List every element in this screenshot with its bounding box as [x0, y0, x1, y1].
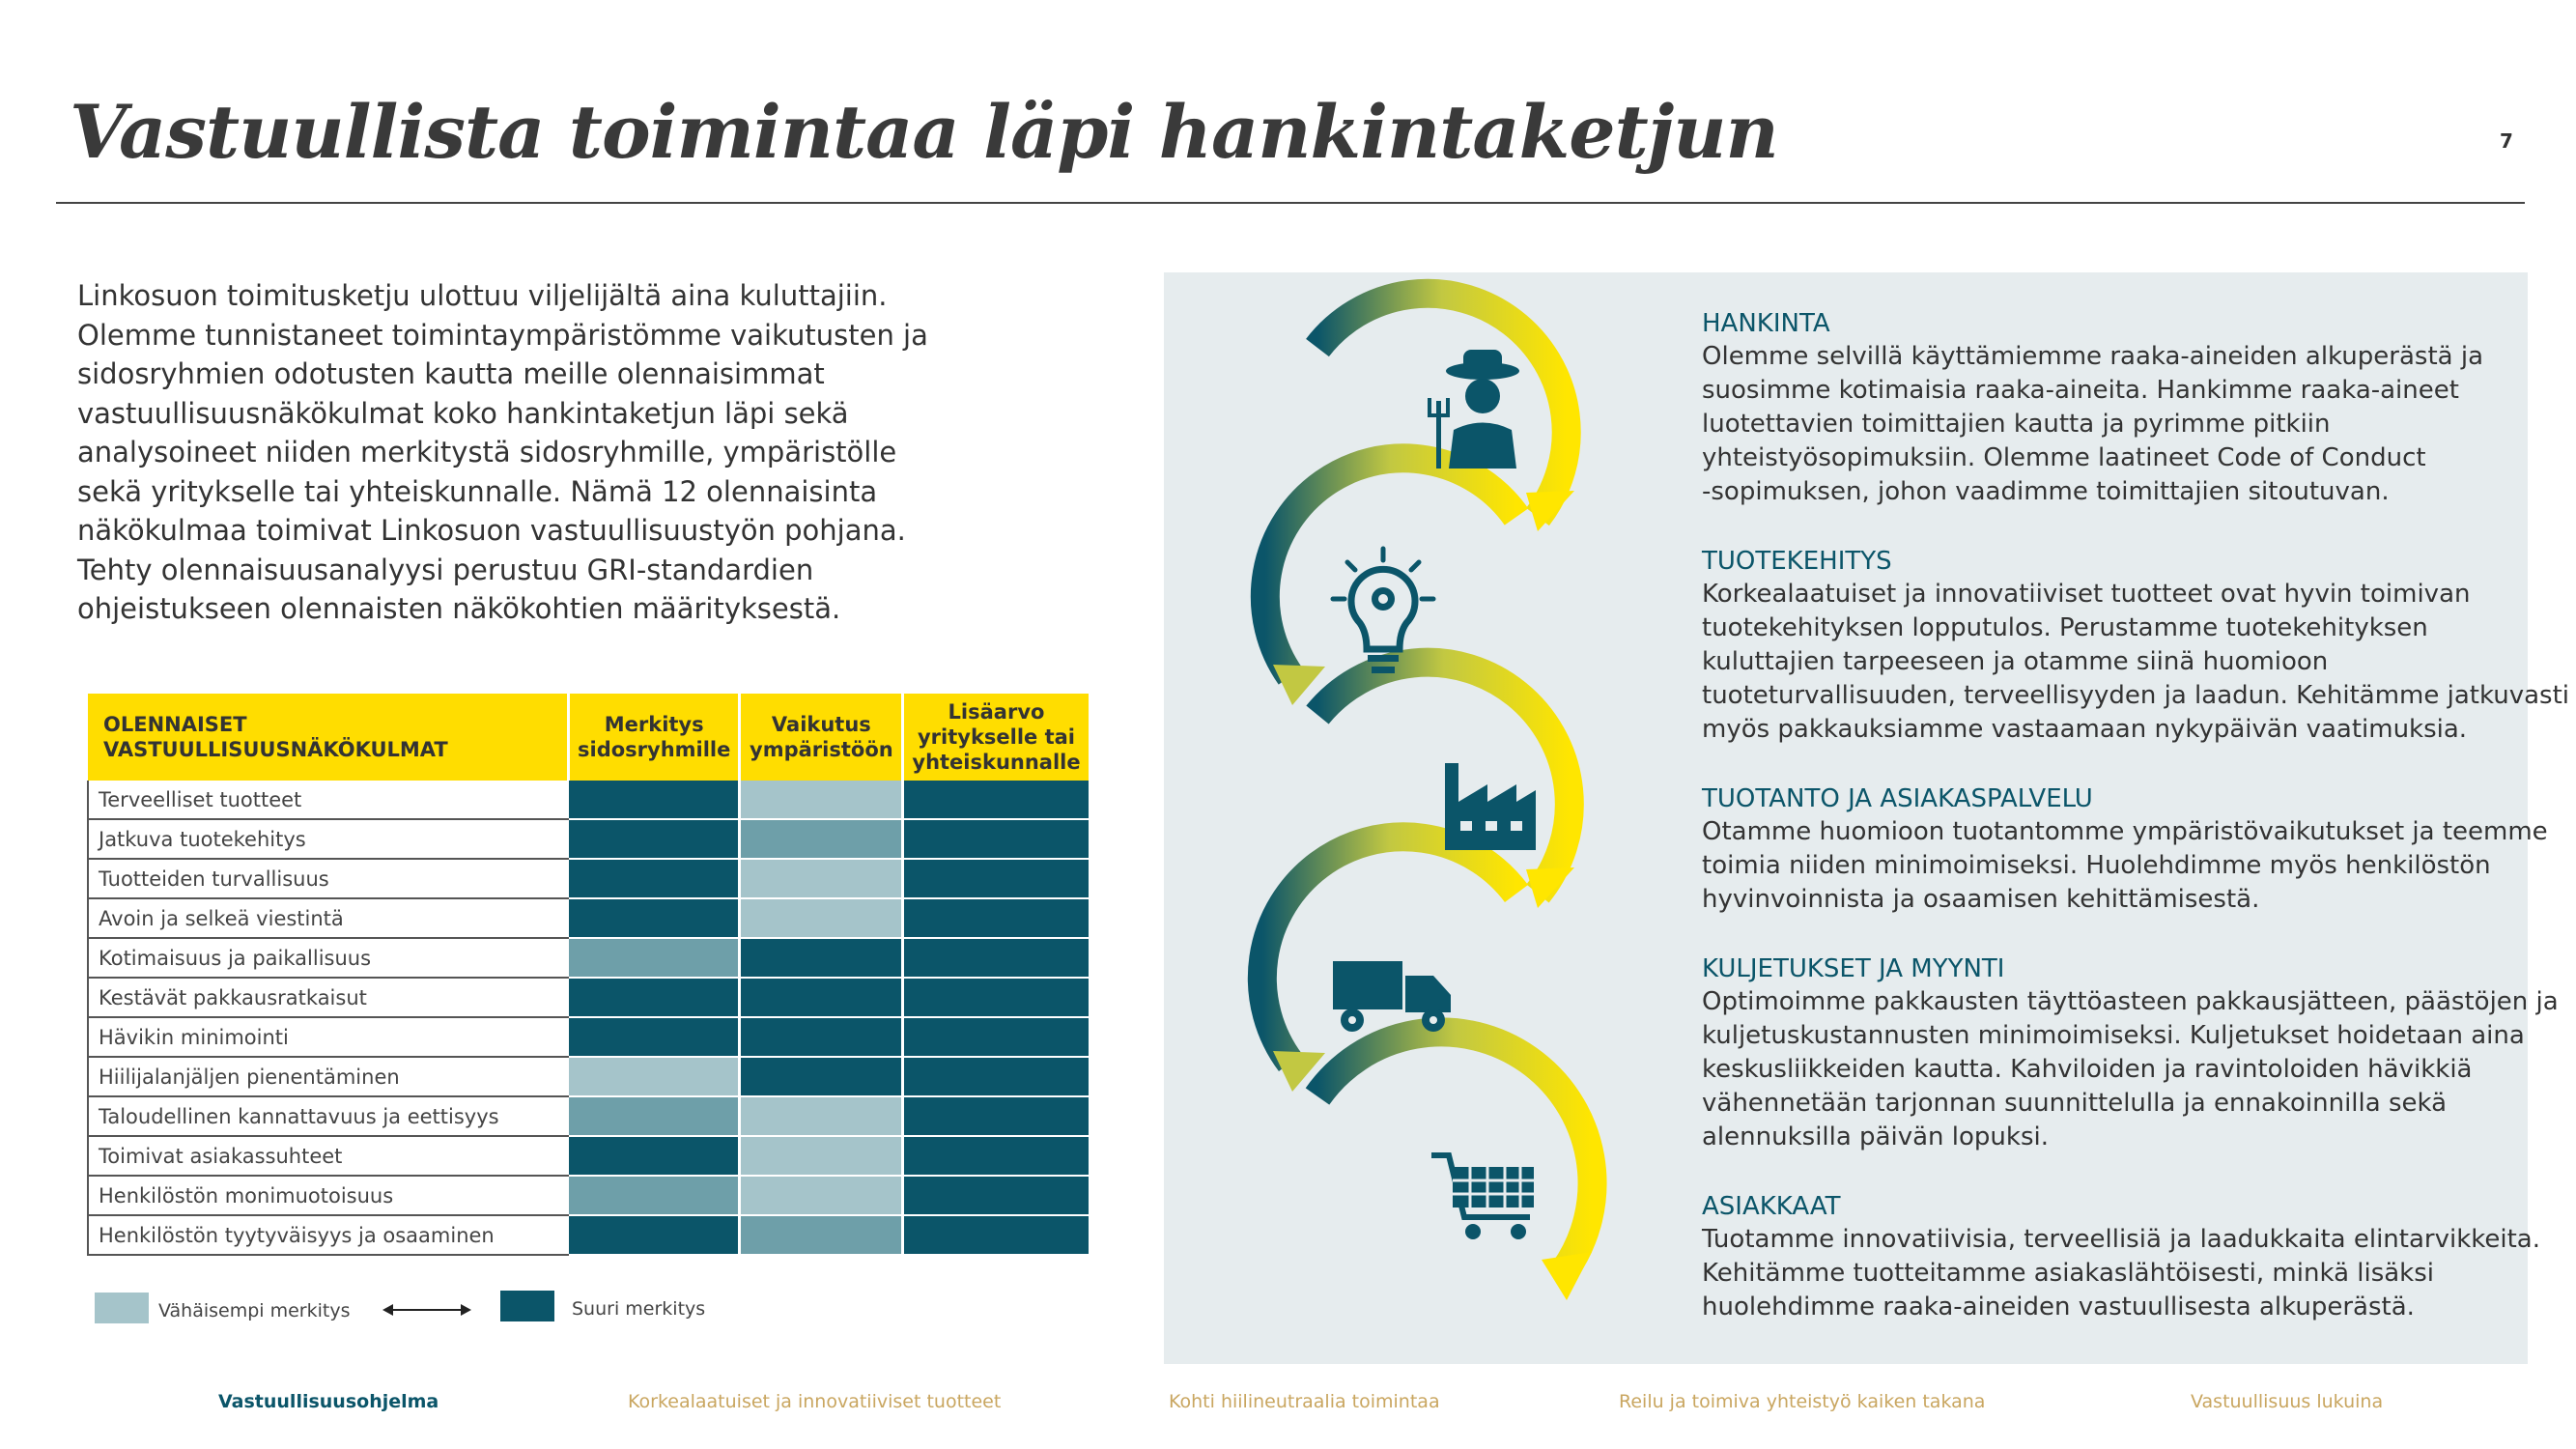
cycle-arrow — [1317, 1032, 1593, 1300]
stage-text: Olemme selvillä käyttämiemme raaka-aineiden alkuperästä ja suosimme kotimaisia raaka-aineita. Hankimme raaka-aineet luotettavien toimittajien kautta ja pyrimme pitkiin yhteistyösopimuksiin. Olemme laatineet Code of Conduct -sopimuksen, johon vaadimme toimittajien sitoutuvan. — [1702, 342, 2483, 506]
intro-line: Olemme tunnistaneet toimintaympäristömme vaikutusten ja — [77, 318, 928, 352]
stage-production — [1702, 782, 2548, 917]
matrix-topic: Terveelliset tuotteet — [88, 781, 569, 819]
stage-sourcing — [1702, 307, 2513, 509]
shopping-cart-icon — [1431, 1155, 1534, 1239]
matrix-header-environment: Vaikutus ympäristöön — [740, 694, 903, 781]
footer-nav-quality-products[interactable]: Korkealaatuiset ja innovatiiviset tuotteet — [628, 1391, 1002, 1412]
stage-text: Tuotamme innovatiivisia, terveellisiä ja laadukkaita elintarvikkeita. Kehitämme tuotteitamme asiakaslähtöisesti, minkä lisäksi huolehdimme raaka-aineiden vastuullisesta alkuperästä. — [1702, 1225, 2540, 1321]
page-number: 7 — [2500, 129, 2513, 153]
stage-text: Korkealaatuiset ja innovatiiviset tuotteet ovat hyvin toimivan tuotekehityksen lopputulos. Perustamme tuotekehityksen kuluttajien tarpeeseen ja otamme siinä huomioon tuoteturvallisuuden, terveellisyyden ja laadun. Kehitämme jatkuvasti myös pakkauksiamme vastaamaan nykypäivän vaatimuksia. — [1702, 580, 2569, 744]
matrix-topic: Taloudellinen kannattavuus ja eettisyys — [88, 1096, 569, 1136]
matrix-topic: Henkilöstön tyytyväisyys ja osaaminen — [88, 1215, 569, 1255]
matrix-header-topic: OLENNAISET VASTUULLISUUSNÄKÖKULMAT — [88, 694, 569, 781]
matrix-topic: Jatkuva tuotekehitys — [88, 819, 569, 859]
footer-nav-carbon-neutral[interactable]: Kohti hiilineutraalia toimintaa — [1169, 1391, 1440, 1412]
intro-line: sidosryhmien odotusten kautta meille olennaisimmat — [77, 357, 825, 390]
intro-line: sekä yritykselle tai yhteiskunnalle. Nämä 12 olennaisinta — [77, 474, 878, 508]
matrix-topic: Tuotteiden turvallisuus — [88, 859, 569, 898]
stage-title: ASIAKKAAT — [1702, 1192, 1841, 1221]
intro-line: ohjeistukseen olennaisten näkökohtien määrityksestä. — [77, 592, 841, 625]
matrix-header-stakeholders: Merkitys sidosryhmille — [569, 694, 740, 781]
legend-high-label: Suuri merkitys — [572, 1298, 706, 1320]
footer-nav-figures[interactable]: Vastuullisuus lukuina — [2191, 1391, 2384, 1412]
stage-customers — [1702, 1190, 2540, 1324]
truck-icon — [1333, 961, 1451, 1032]
factory-icon — [1445, 763, 1536, 850]
matrix-topic: Hävikin minimointi — [88, 1017, 569, 1057]
intro-line: analysoineet niiden merkitystä sidosryhmille, ympäristölle — [77, 436, 897, 469]
page-title: Vastuullista toimintaa läpi hankintaketjun — [70, 89, 1778, 175]
intro-line: Tehty olennaisuusanalyysi perustuu GRI-standardien — [77, 553, 814, 586]
legend-low-label: Vähäisempi merkitys — [158, 1300, 351, 1321]
matrix-topic: Henkilöstön monimuotoisuus — [88, 1176, 569, 1215]
footer-nav-fair-cooperation[interactable]: Reilu ja toimiva yhteistyö kaiken takana — [1619, 1391, 1986, 1412]
matrix-topic: Toimivat asiakassuhteet — [88, 1136, 569, 1176]
matrix-topic: Kestävät pakkausratkaisut — [88, 978, 569, 1017]
matrix-topic: Hiilijalanjäljen pienentäminen — [88, 1057, 569, 1096]
matrix-topic: Avoin ja selkeä viestintä — [88, 898, 569, 938]
stage-title: HANKINTA — [1702, 309, 1830, 338]
stage-text: Optimoimme pakkausten täyttöasteen pakkausjätteen, päästöjen ja kuljetuskustannusten minimoimiseksi. Kuljetukset hoidetaan aina keskusliikkeiden kautta. Kahviloiden ja ravintoloiden hävikkiä vähennetään tarjonnan suunnittelulla ja ennakoinnilla sekä alennuksilla päivän lopuksi. — [1702, 987, 2559, 1151]
intro-line: näkökulmaa toimivat Linkosuon vastuullisuustyön pohjana. — [77, 514, 906, 547]
matrix-header-company: Lisäarvo yritykselle tai yhteiskunnalle — [903, 694, 1089, 781]
stage-title: TUOTANTO JA ASIAKASPALVELU — [1702, 784, 2093, 813]
footer-nav-responsibility-program[interactable]: Vastuullisuusohjelma — [218, 1391, 439, 1412]
stage-transport-sales — [1702, 952, 2559, 1154]
stage-product-development — [1702, 545, 2569, 747]
matrix-topic: Kotimaisuus ja paikallisuus — [88, 938, 569, 978]
stage-title: TUOTEKEHITYS — [1702, 547, 1892, 576]
stage-text: Otamme huomioon tuotantomme ympäristövaikutukset ja teemme toimia niiden minimoimiseksi. Huolehdimme myös henkilöstön hyvinvoinnista ja osaamisen kehittämisestä. — [1702, 817, 2548, 914]
stage-title: KULJETUKSET JA MYYNTI — [1702, 954, 2005, 983]
intro-line: vastuullisuusnäkökulmat koko hankintaketjun läpi sekä — [77, 396, 849, 430]
intro-line: Linkosuon toimitusketju ulottuu viljelijältä aina kuluttajiin. — [77, 279, 888, 312]
